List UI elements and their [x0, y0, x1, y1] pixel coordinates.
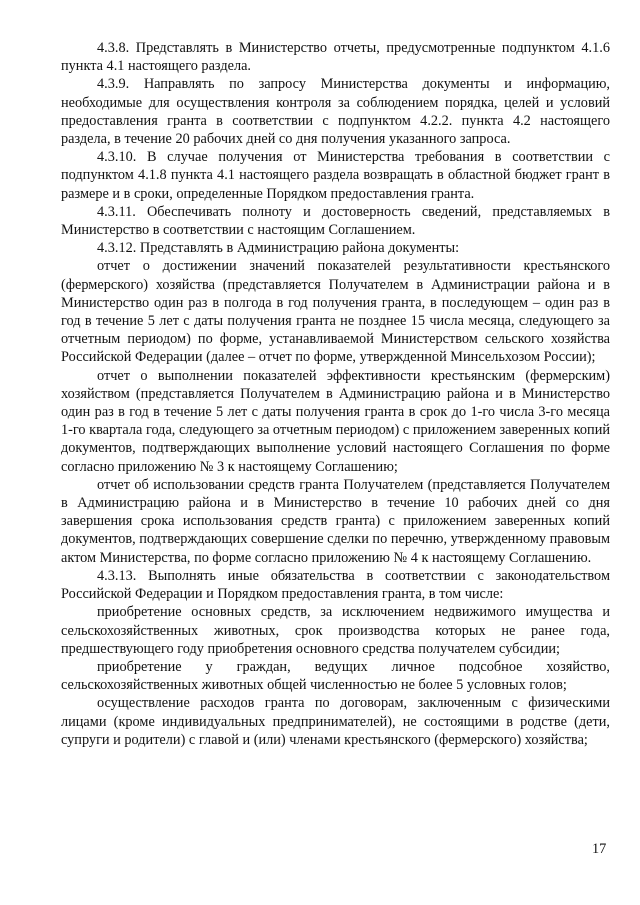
report-grant-usage-paragraph: отчет об использовании средств гранта Получателем (представляется Получателем в Администрацию района и в Министерство в течение 10 рабочих дней со дня завершения срока использования средств гранта) с приложением заверенных копий документов, подтверждающих совершение сделки по перечню, утвержденному правовым актом Министерства, по форме согласно приложению № 4 к настоящему Соглашению.	[61, 476, 610, 566]
clause-4-3-13: 4.3.13. Выполнять иные обязательства в соответствии с законодательством Российской Федерации и Порядком предоставления гранта, в том числе:	[61, 567, 610, 603]
clause-4-3-10: 4.3.10. В случае получения от Министерства требования в соответствии с подпунктом 4.1.8 пункта 4.1 настоящего раздела возвращать в областной бюджет грант в размере и в сроки, определенные Порядком предоставления гранта.	[61, 149, 610, 202]
report-results-paragraph: отчет о достижении значений показателей результативности крестьянского (фермерского) хозяйства (представляется Получателем в Администрации района и в Министерство один раз в полгода в год получения гранта, в последующем – один раз в год в течение 5 лет с даты получения гранта не позднее 15 числа месяца, следующего за отчетным периодом) по форме, устанавливаемой Министерством сельского хозяйства Российской Федерации (далее – отчет по форме, утвержденной Минсельхозом России);	[61, 258, 610, 366]
obligation-livestock-purchase: приобретение у граждан, ведущих личное подсобное хозяйство, сельскохозяйственных животных общей численностью не более 5 условных голов;	[61, 658, 610, 694]
clause-4-3-11: 4.3.11. Обеспечивать полноту и достоверность сведений, представляемых в Министерство в соответствии с настоящим Соглашением.	[61, 203, 610, 239]
obligation-fixed-assets: приобретение основных средств, за исключением недвижимого имущества и сельскохозяйственных животных, срок производства которых не ранее года, предшествующего году приобретения основного средства получателем субсидии;	[61, 604, 610, 657]
report-efficiency-paragraph: отчет о выполнении показателей эффективности крестьянским (фермерским) хозяйством (представляется Получателем в Администрацию района и в Министерство один раз в год в течение 5 лет с даты получения гранта в срок до 1-го числа 3-го месяца 1-го квартала года, следующего за отчетным периодом) с приложением заверенных копий документов, подтверждающих выполнение условий настоящего Соглашения по форме согласно приложению № 3 к настоящему Соглашению;	[61, 367, 610, 475]
clause-4-3-9: 4.3.9. Направлять по запросу Министерства документы и информацию, необходимые для осуществления контроля за соблюдением порядка, целей и условий предоставления гранта в соответствии с подпунктом 4.2.2. пункта 4.2 настоящего раздела, в течение 20 рабочих дней со дня получения указанного запроса.	[61, 76, 610, 148]
clause-4-3-8: 4.3.8. Представлять в Министерство отчеты, предусмотренные подпунктом 4.1.6 пункта 4.1 настоящего раздела.	[61, 40, 610, 75]
clause-4-3-12: 4.3.12. Представлять в Администрацию района документы:	[97, 240, 460, 257]
obligation-expense-contracts: осуществление расходов гранта по договорам, заключенным с физическими лицами (кроме индивидуальных предпринимателей), не состоящими в родстве (дети, супруги и родители) с главой и (или) членами крестьянского (фермерского) хозяйства;	[61, 695, 610, 748]
page-number: 17	[592, 841, 607, 857]
document-body	[61, 39, 610, 749]
